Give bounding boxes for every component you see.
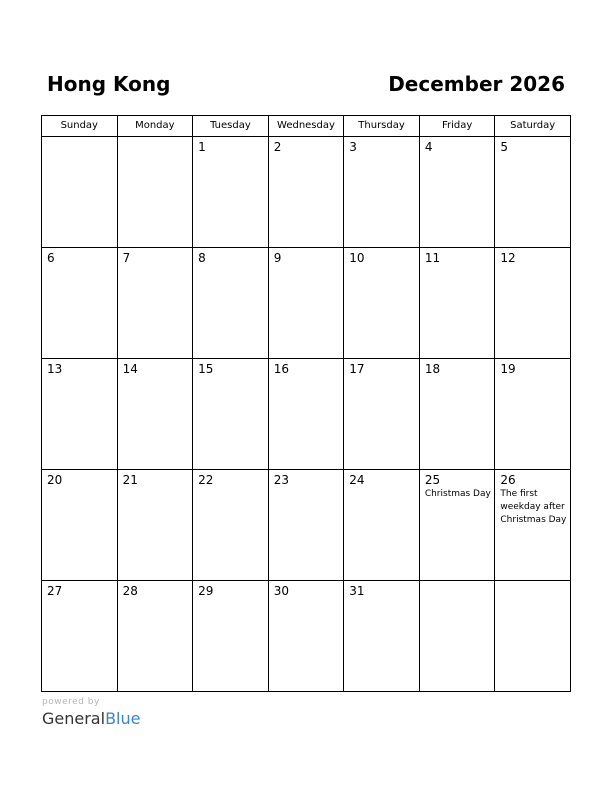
- week-row: [42, 581, 571, 692]
- day-number: [42, 137, 117, 140]
- day-number: 12: [500, 251, 516, 265]
- logo-general-text: General: [42, 709, 106, 728]
- day-number: 22: [198, 473, 214, 487]
- day-cell: [193, 470, 269, 581]
- day-number: 28: [122, 584, 138, 598]
- day-number: 24: [349, 473, 365, 487]
- day-cell: [268, 470, 344, 581]
- weekday-friday: Friday: [419, 116, 495, 137]
- day-number: 9: [273, 251, 282, 265]
- day-cell: [344, 248, 420, 359]
- day-number: 15: [198, 362, 214, 376]
- day-number: 11: [424, 251, 441, 265]
- day-cell: [344, 470, 420, 581]
- day-cell: [268, 581, 344, 692]
- holiday-label: Christmas Day: [424, 489, 491, 499]
- day-cell: [268, 359, 344, 470]
- weekday-saturday: Saturday: [495, 116, 571, 137]
- logo-blue-text: Blue: [105, 709, 141, 728]
- day-number: 5: [500, 140, 509, 154]
- day-cell: [193, 137, 269, 248]
- day-number: 14: [122, 362, 138, 376]
- day-number: 19: [500, 362, 516, 376]
- day-number: [118, 137, 193, 140]
- location-title: Hong Kong: [47, 72, 171, 96]
- day-cell: [42, 359, 118, 470]
- weekday-monday: Monday: [117, 116, 193, 137]
- day-number: 13: [47, 362, 63, 376]
- day-cell: [344, 137, 420, 248]
- day-cell: [344, 581, 420, 692]
- day-cell: [268, 248, 344, 359]
- week-row: [42, 359, 571, 470]
- day-number: 2: [273, 140, 282, 154]
- day-number: 18: [424, 362, 441, 376]
- day-number: 6: [47, 251, 55, 265]
- day-number: 16: [273, 362, 289, 376]
- calendar-header: [41, 70, 571, 100]
- day-number: 4: [424, 140, 433, 154]
- day-cell-holiday: [419, 470, 495, 581]
- day-number: 30: [273, 584, 289, 598]
- day-cell: [117, 137, 193, 248]
- day-cell: [42, 581, 118, 692]
- day-cell: [42, 137, 118, 248]
- week-row: [42, 248, 571, 359]
- day-cell-holiday: [495, 470, 571, 581]
- week-row: [42, 470, 571, 581]
- day-cell: [117, 581, 193, 692]
- day-number: 20: [47, 473, 63, 487]
- day-cell: [42, 248, 118, 359]
- day-cell: [344, 359, 420, 470]
- powered-by-text: powered by: [42, 697, 100, 707]
- day-number: 3: [349, 140, 357, 154]
- day-cell: [419, 581, 495, 692]
- week-row: [42, 137, 571, 248]
- generalblue-logo[interactable]: [42, 709, 140, 729]
- footer-branding: [42, 697, 140, 729]
- day-number: 27: [47, 584, 63, 598]
- day-number: 8: [198, 251, 206, 265]
- day-number: 23: [273, 473, 289, 487]
- day-number: 31: [349, 584, 365, 598]
- day-cell: [495, 581, 571, 692]
- day-cell: [193, 581, 269, 692]
- holiday-label: The first weekday after Christmas Day: [500, 489, 567, 525]
- day-cell: [268, 137, 344, 248]
- day-number: [495, 581, 570, 584]
- day-number: 1: [198, 140, 206, 154]
- day-cell: [495, 248, 571, 359]
- day-number: 17: [349, 362, 365, 376]
- day-cell: [495, 137, 571, 248]
- day-number: 10: [349, 251, 365, 265]
- day-cell: [419, 359, 495, 470]
- day-number: 25: [424, 473, 441, 487]
- day-cell: [419, 248, 495, 359]
- weekday-wednesday: Wednesday: [268, 116, 344, 137]
- day-cell: [193, 248, 269, 359]
- weekday-header-row: [42, 116, 571, 137]
- month-year-title: December 2026: [388, 72, 565, 96]
- day-number: 26: [500, 473, 516, 487]
- day-number: 7: [122, 251, 131, 265]
- day-cell: [495, 359, 571, 470]
- day-cell: [419, 137, 495, 248]
- day-number: [420, 581, 495, 584]
- weekday-sunday: Sunday: [42, 116, 118, 137]
- weekday-tuesday: Tuesday: [193, 116, 269, 137]
- day-cell: [193, 359, 269, 470]
- day-cell: [117, 248, 193, 359]
- calendar-grid: [41, 115, 571, 692]
- day-cell: [42, 470, 118, 581]
- day-cell: [117, 359, 193, 470]
- day-cell: [117, 470, 193, 581]
- day-number: 21: [122, 473, 138, 487]
- weekday-thursday: Thursday: [344, 116, 420, 137]
- day-number: 29: [198, 584, 214, 598]
